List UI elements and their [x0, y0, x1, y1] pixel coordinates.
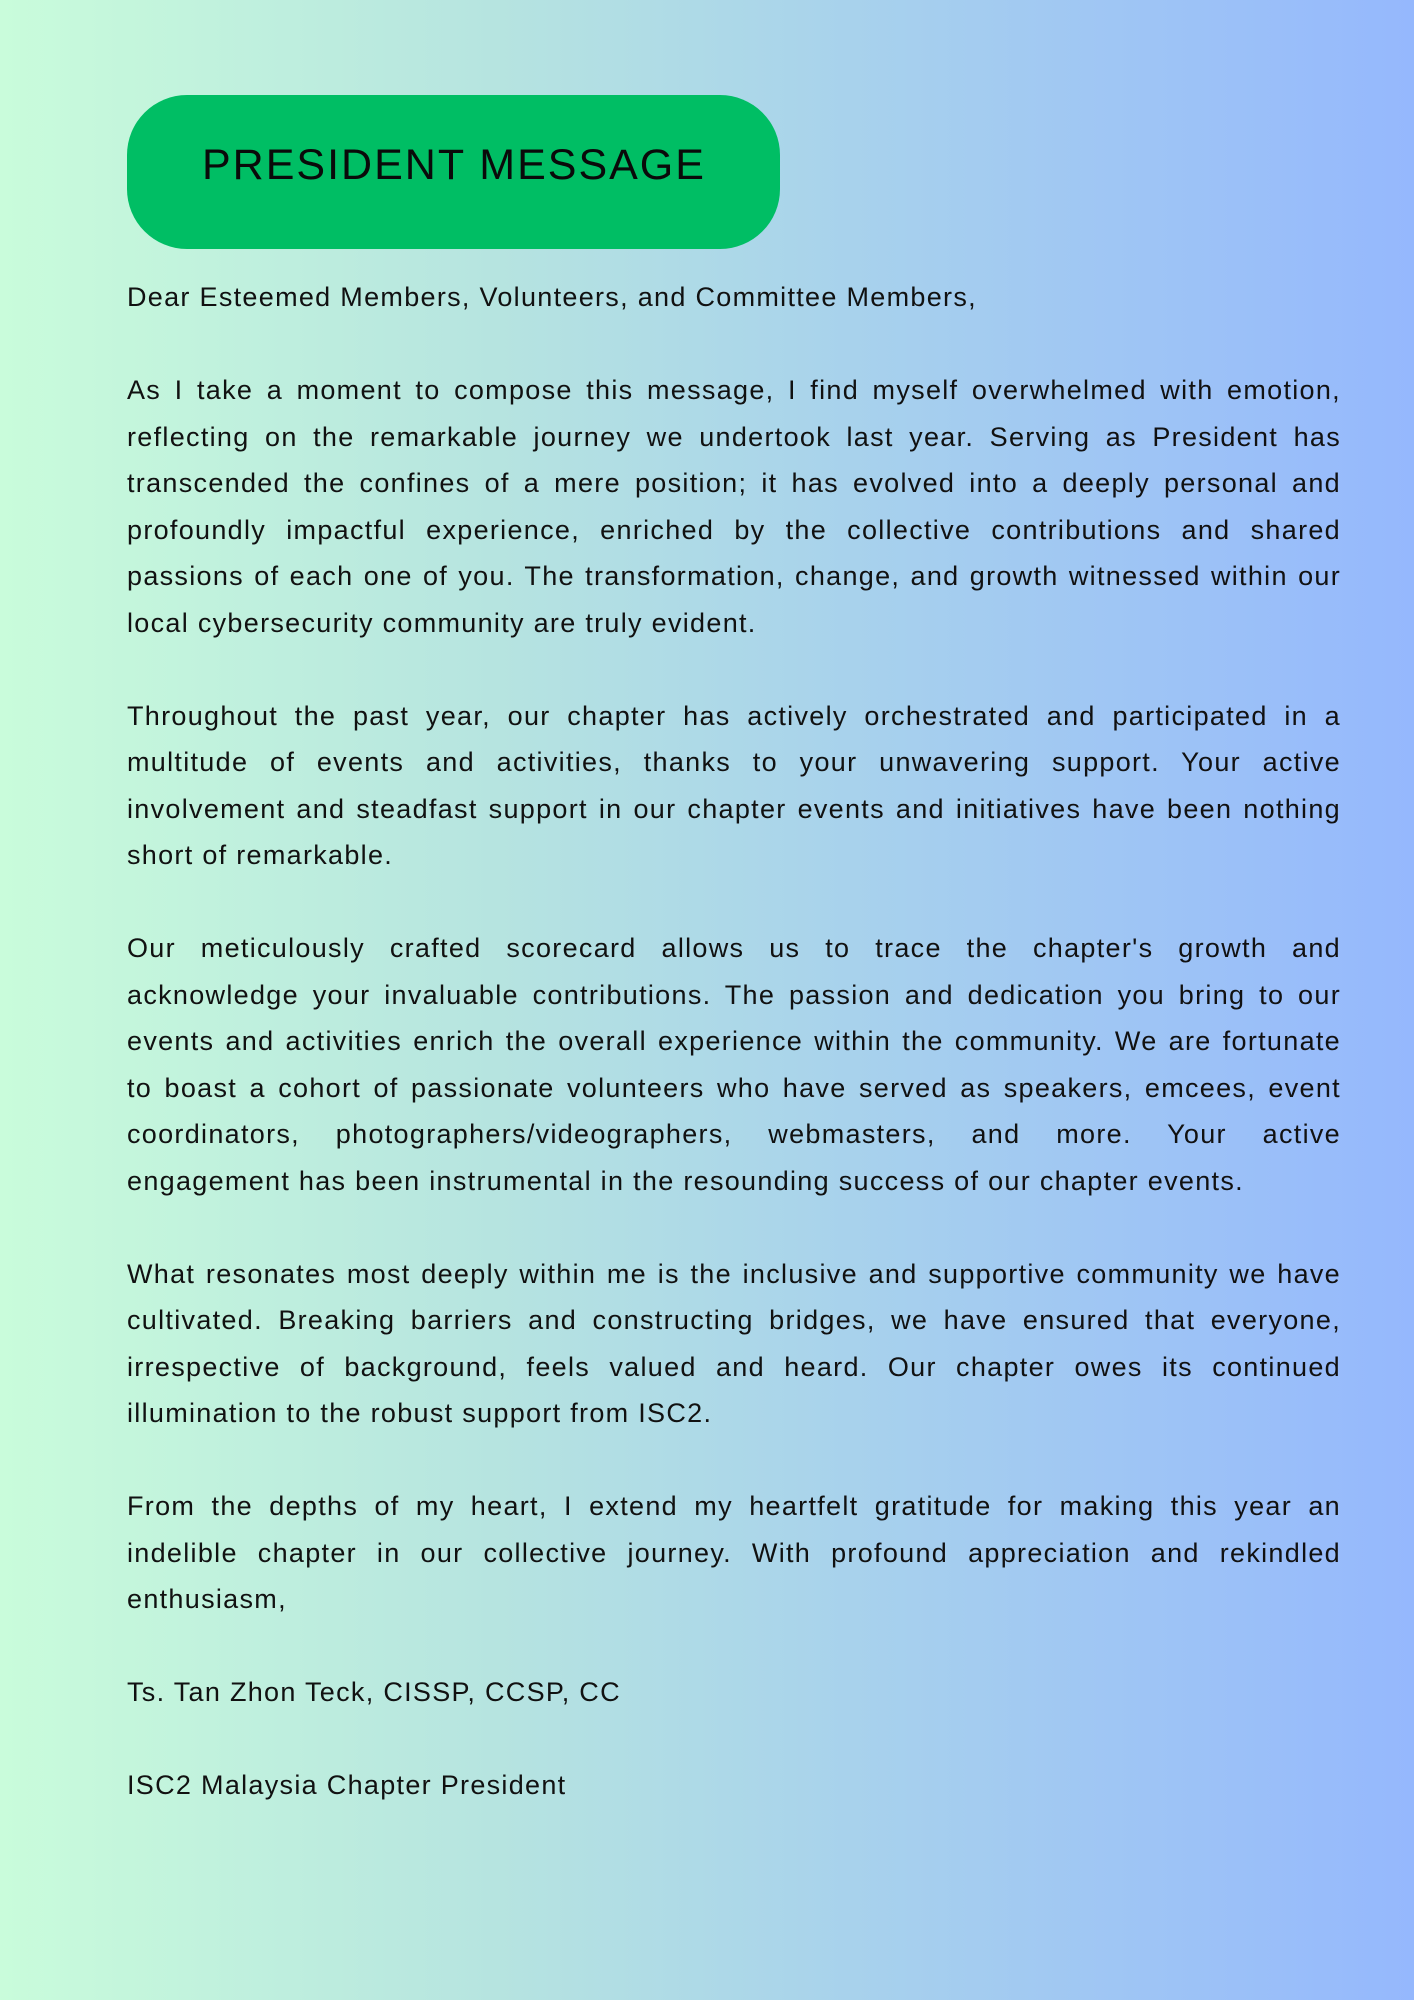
- title-banner: [127, 95, 780, 249]
- signature-name: Ts. Tan Zhon Teck, CISSP, CCSP, CC: [127, 1677, 621, 1707]
- signature-role: ISC2 Malaysia Chapter President: [127, 1770, 567, 1800]
- paragraph: Our meticulously crafted scorecard allows us to trace the chapter's growth and acknowledge your invaluable contributions. The passion and dedication you bring to our events and activities enrich the overall experience within the community. We are fortunate to boast a cohort of passionate volunteers who have served as speakers, emcees, event coordinators, photographers/videographers, webmasters, and more. Your active engagement has been instrumental in the resounding success of our chapter events.: [127, 933, 1341, 1196]
- page-title: PRESIDENT MESSAGE: [202, 141, 706, 189]
- paragraph: What resonates most deeply within me is the inclusive and supportive community we have cultivated. Breaking barriers and constructing bridges, we have ensured that everyone, irrespective of background, feels valued and heard. Our chapter owes its continued illumination to the robust support from ISC2.: [127, 1258, 1341, 1428]
- paragraph: Throughout the past year, our chapter has actively orchestrated and participated in a multitude of events and activities, thanks to your unwavering support. Your active involvement and steadfast support in our chapter events and initiatives have been nothing short of remarkable.: [127, 700, 1341, 870]
- paragraph: As I take a moment to compose this message, I find myself overwhelmed with emotion, reflecting on the remarkable journey we undertook last year. Serving as President has transcended the confines of a mere position; it has evolved into a deeply personal and profoundly impactful experience, enriched by the collective contributions and shared passions of each one of you. The transformation, change, and growth witnessed within our local cybersecurity community are truly evident.: [127, 375, 1341, 638]
- greeting: Dear Esteemed Members, Volunteers, and Committee Members,: [127, 282, 977, 312]
- message-body: [127, 274, 1341, 1855]
- paragraph: From the depths of my heart, I extend my heartfelt gratitude for making this year an indelible chapter in our collective journey. With profound appreciation and rekindled enthusiasm,: [127, 1491, 1341, 1614]
